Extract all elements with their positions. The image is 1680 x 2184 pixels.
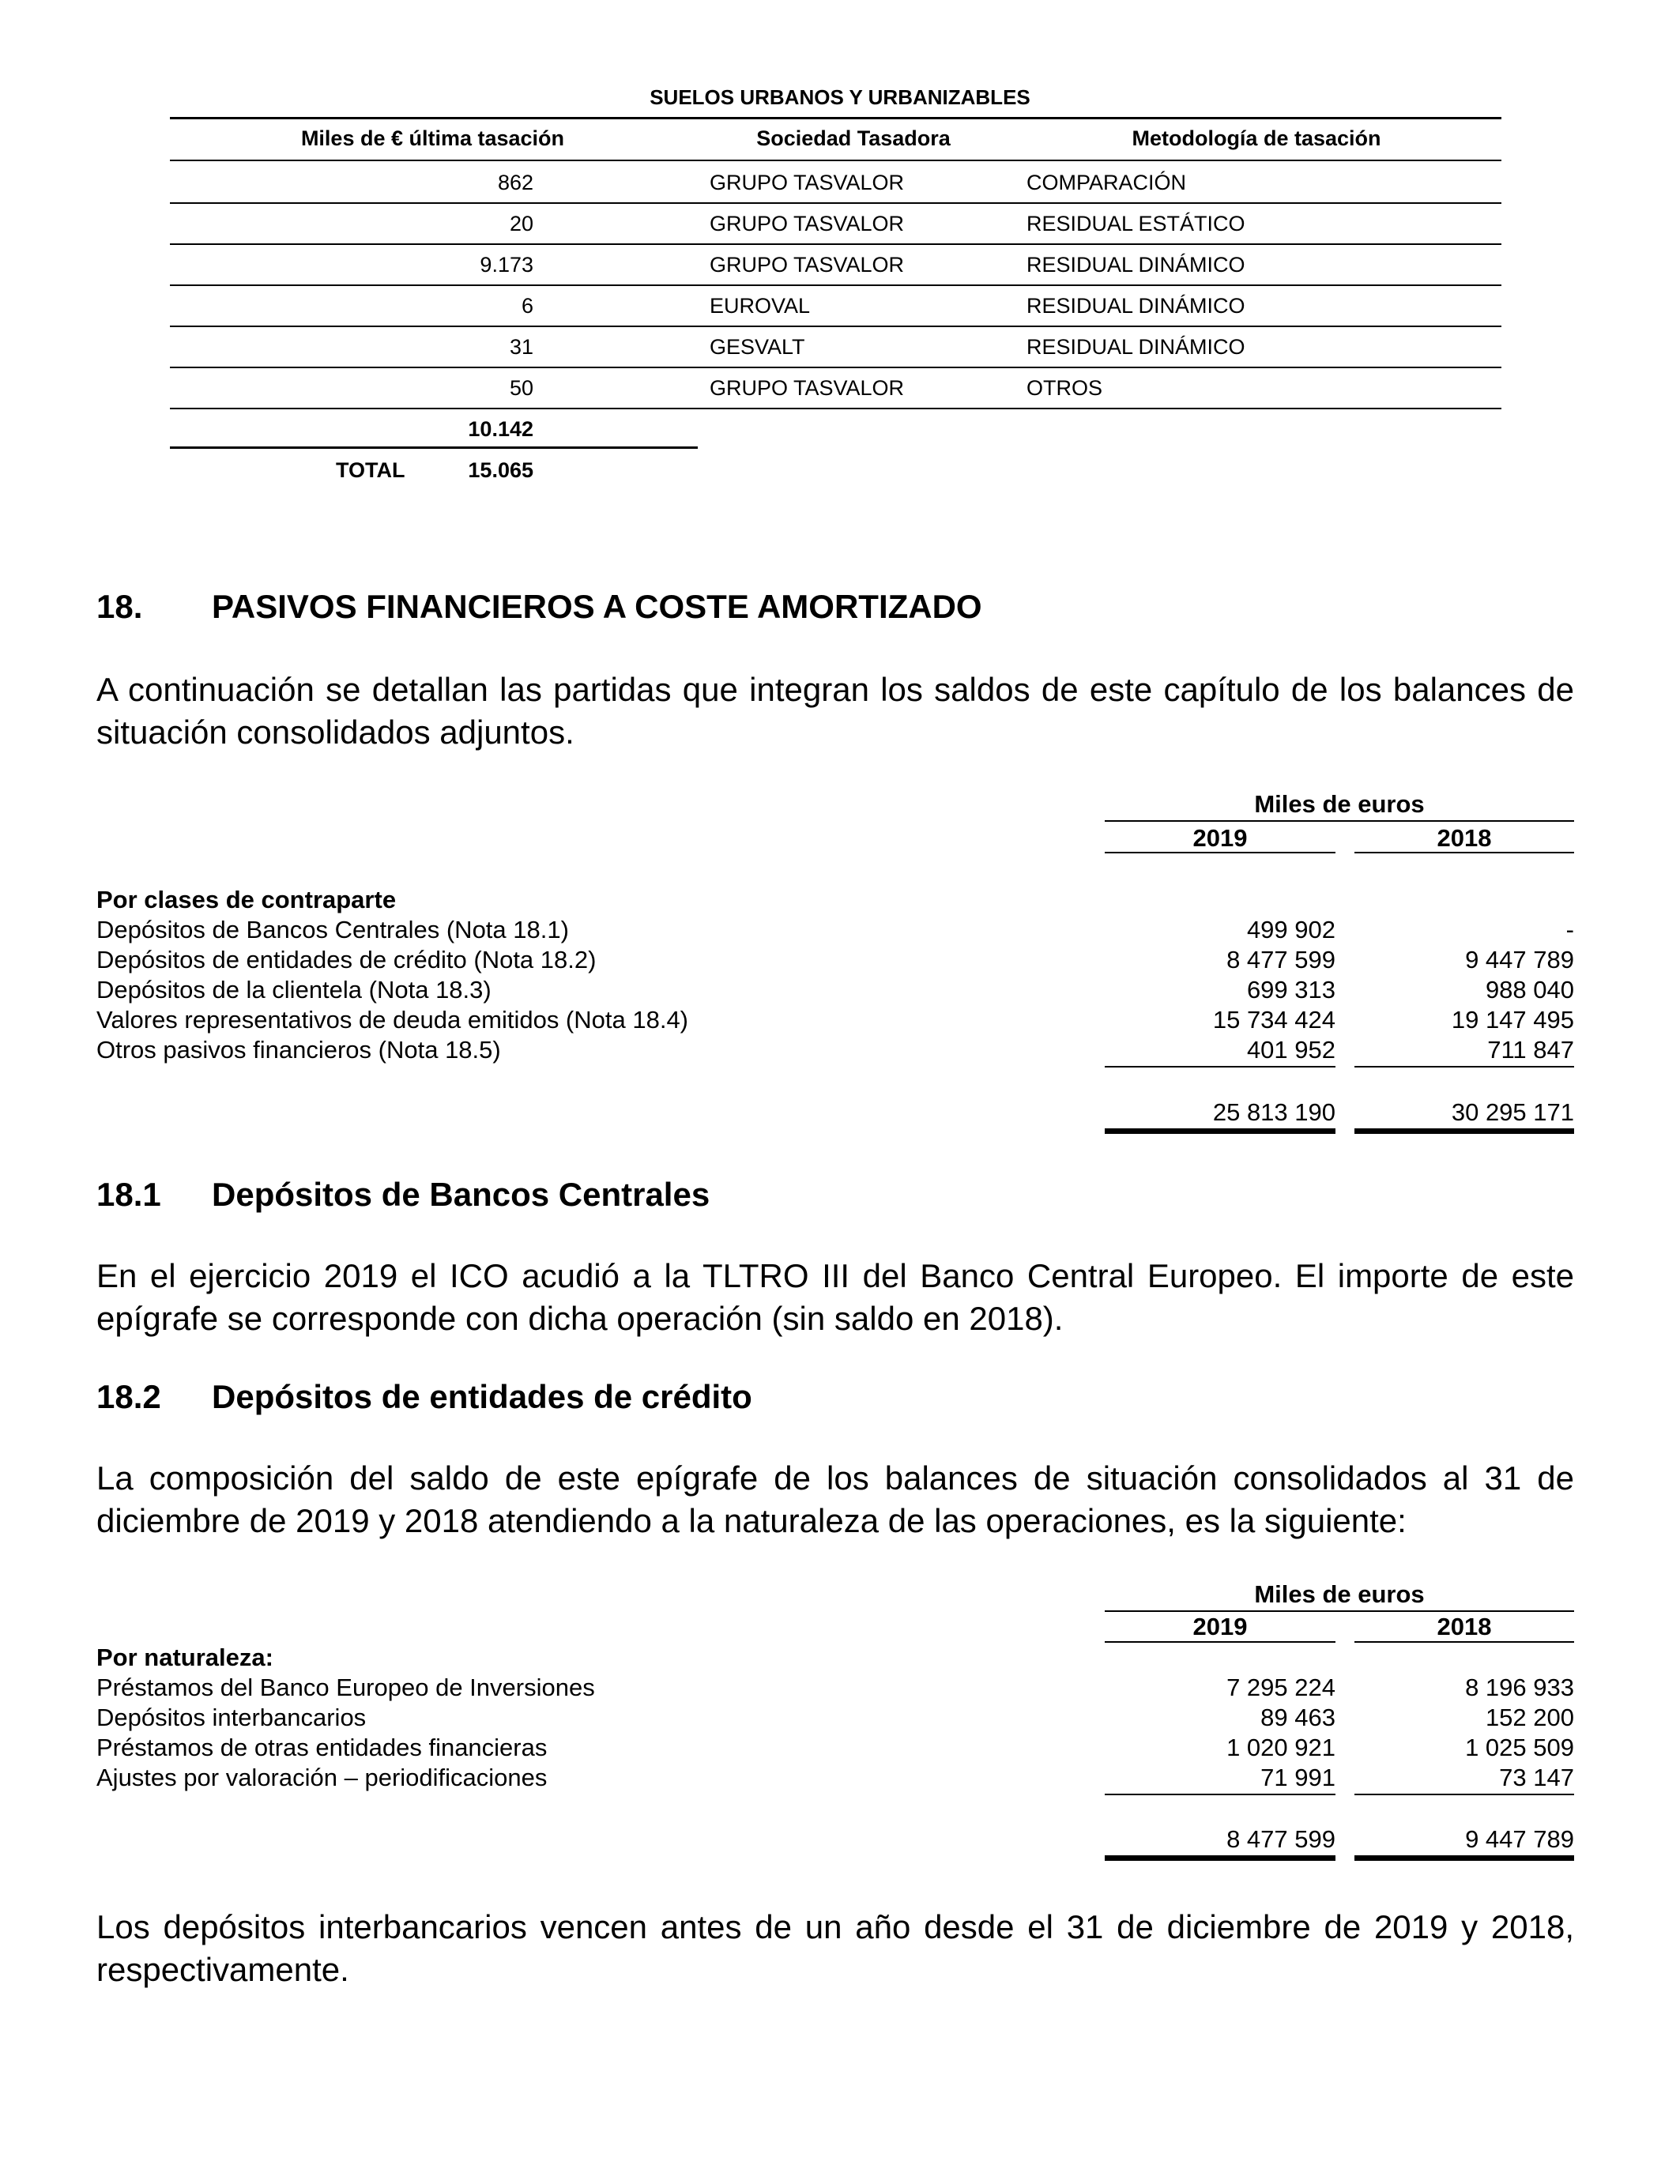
section-18-intro: A continuación se detallan las partidas que integran los saldos de este capítulo de los balances de situación consolidados adjuntos.	[96, 671, 1574, 751]
valor-cell: 6	[521, 294, 533, 318]
value-2018: 152 200	[1485, 1704, 1574, 1731]
year-rule-2019	[1105, 1641, 1335, 1643]
value-2018: 73 147	[1499, 1764, 1574, 1791]
metodologia-cell: RESIDUAL DINÁMICO	[1026, 335, 1245, 359]
row-label: Valores representativos de deuda emitidos (Nota 18.4)	[96, 1006, 689, 1034]
valor-cell: 9.173	[480, 253, 533, 277]
table-top-rule	[170, 117, 1501, 119]
sum-rule-2018	[1354, 1794, 1574, 1795]
total-2019: 25 813 190	[1212, 1098, 1335, 1126]
group-label: Por clases de contraparte	[96, 886, 397, 913]
value-2019: 7 295 224	[1226, 1674, 1335, 1701]
table-row	[170, 243, 1501, 286]
value-2018: 988 040	[1485, 976, 1574, 1004]
section-18-1-title: Depósitos de Bancos Centrales	[212, 1176, 710, 1213]
table-row	[170, 161, 1501, 204]
sociedad-cell: GRUPO TASVALOR	[710, 171, 905, 194]
section-18-2-title: Depósitos de entidades de crédito	[212, 1378, 752, 1415]
metodologia-cell: RESIDUAL ESTÁTICO	[1026, 212, 1245, 235]
value-2019: 401 952	[1246, 1036, 1335, 1064]
header-miles: Miles de € última tasación	[300, 126, 565, 150]
value-2018: 19 147 495	[1451, 1006, 1574, 1034]
row-label: Préstamos del Banco Europeo de Inversiones	[96, 1674, 595, 1701]
value-2019: 699 313	[1246, 976, 1335, 1004]
section-18-number: 18.	[96, 588, 143, 625]
value-2018: 8 196 933	[1465, 1674, 1574, 1701]
value-2018: 9 447 789	[1465, 946, 1574, 973]
valor-cell: 862	[497, 171, 533, 194]
group-label: Por naturaleza:	[96, 1644, 273, 1671]
metodologia-cell: COMPARACIÓN	[1026, 171, 1187, 194]
sociedad-cell: GRUPO TASVALOR	[710, 212, 905, 235]
year-rule-2019	[1105, 852, 1335, 853]
year-2018-header: 2018	[1437, 824, 1492, 852]
year-2019-header: 2019	[1192, 824, 1248, 852]
header-metodologia: Metodología de tasación	[1132, 126, 1381, 150]
total-value: 15.065	[468, 458, 533, 482]
metodologia-cell: RESIDUAL DINÁMICO	[1026, 253, 1245, 277]
year-rule-2018	[1354, 1641, 1574, 1643]
unit-header: Miles de euros	[1254, 790, 1425, 818]
sum-rule-2018	[1354, 1066, 1574, 1068]
row-label: Depósitos de entidades de crédito (Nota 18.2)	[96, 946, 597, 973]
sociedad-cell: GRUPO TASVALOR	[710, 253, 905, 277]
header-sociedad: Sociedad Tasadora	[756, 126, 951, 150]
value-2019: 15 734 424	[1212, 1006, 1335, 1034]
row-label: Ajustes por valoración – periodificaciones	[96, 1764, 548, 1791]
year-2019-header: 2019	[1192, 1613, 1248, 1640]
table-row	[170, 367, 1501, 409]
valor-cell: 31	[509, 335, 533, 359]
suelos-table-title: SUELOS URBANOS Y URBANIZABLES	[650, 85, 1030, 109]
section-18-1-number: 18.1	[96, 1176, 161, 1213]
section-18-2-text: La composición del saldo de este epígrafe de los balances de situación consolidados al 31 de diciembre de 2019 y 2018 atendiendo a la naturaleza de las operaciones, es la siguiente:	[96, 1459, 1574, 1539]
metodologia-cell: RESIDUAL DINÁMICO	[1026, 294, 1245, 318]
table-row	[170, 326, 1501, 368]
closing-paragraph: Los depósitos interbancarios vencen antes de un año desde el 31 de diciembre de 2019 y 2018, respectivamente.	[96, 1908, 1574, 1988]
total-double-rule-2018	[1354, 1128, 1574, 1134]
value-2019: 1 020 921	[1226, 1734, 1335, 1761]
sociedad-cell: GRUPO TASVALOR	[710, 376, 905, 400]
table-row	[170, 284, 1501, 327]
row-label: Depósitos interbancarios	[96, 1704, 367, 1731]
metodologia-cell: OTROS	[1026, 376, 1103, 400]
total-double-rule-2019	[1105, 1855, 1335, 1861]
value-2019: 8 477 599	[1226, 946, 1335, 973]
section-18-title: PASIVOS FINANCIEROS A COSTE AMORTIZADO	[212, 588, 982, 625]
total-2019: 8 477 599	[1226, 1825, 1335, 1853]
total-2018: 9 447 789	[1465, 1825, 1574, 1853]
sum-rule-2019	[1105, 1066, 1335, 1068]
row-label: Depósitos de la clientela (Nota 18.3)	[96, 976, 492, 1004]
year-rule-2018	[1354, 852, 1574, 853]
unit-rule	[1105, 820, 1574, 822]
unit-rule	[1105, 1610, 1574, 1612]
total-double-rule-2018	[1354, 1855, 1574, 1861]
table-row	[170, 202, 1501, 245]
value-2018: 711 847	[1487, 1036, 1574, 1064]
row-label: Otros pasivos financieros (Nota 18.5)	[96, 1036, 501, 1064]
value-2019: 499 902	[1246, 916, 1335, 943]
value-2018: -	[1565, 916, 1574, 943]
unit-header: Miles de euros	[1254, 1580, 1425, 1608]
valor-cell: 20	[509, 212, 533, 235]
year-2018-header: 2018	[1437, 1613, 1492, 1640]
subtotal-rule	[170, 446, 698, 449]
sociedad-cell: EUROVAL	[710, 294, 811, 318]
value-2019: 71 991	[1260, 1764, 1335, 1791]
total-2018: 30 295 171	[1451, 1098, 1574, 1126]
value-2019: 89 463	[1260, 1704, 1335, 1731]
sociedad-cell: GESVALT	[710, 335, 805, 359]
total-double-rule-2019	[1105, 1128, 1335, 1134]
section-18-2-number: 18.2	[96, 1378, 161, 1415]
section-18-1-text: En el ejercicio 2019 el ICO acudió a la TLTRO III del Banco Central Europeo. El importe de este epígrafe se corresponde con dicha operación (sin saldo en 2018).	[96, 1257, 1574, 1337]
row-label: Depósitos de Bancos Centrales (Nota 18.1)	[96, 916, 569, 943]
total-label: TOTAL	[336, 458, 405, 482]
row-label: Préstamos de otras entidades financieras	[96, 1734, 548, 1761]
valor-cell: 50	[509, 376, 533, 400]
subtotal-value: 10.142	[468, 417, 533, 441]
sum-rule-2019	[1105, 1794, 1335, 1795]
value-2018: 1 025 509	[1465, 1734, 1574, 1761]
